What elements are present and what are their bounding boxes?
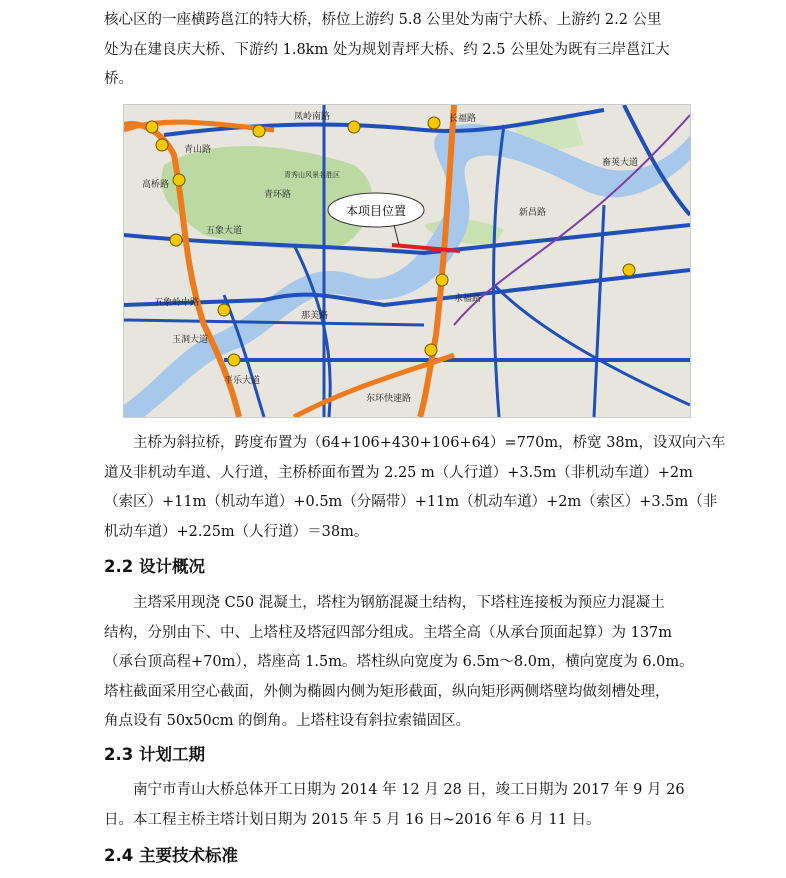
map-label: 玉洞大道 <box>172 335 209 345</box>
map-label: 凤岭南路 <box>294 112 331 122</box>
text-line: （索区）+11m（机动车道）+0.5m（分隔带）+11m（机动车道）+2m（索区）+3.5m（非 <box>104 494 718 510</box>
map-label: 五象大道 <box>206 226 243 236</box>
text-line: 南宁市青山大桥总体开工日期为 2014 年 12 月 28 日，竣工日期为 2017 年 9 月 26 <box>133 782 685 798</box>
map-label: 永福路 <box>454 294 482 304</box>
section-heading: 2.3 计划工期 <box>104 745 205 764</box>
text-line: 日。本工程主桥主塔计划日期为 2015 年 5 月 16 日~2016 年 6 月 11 日。 <box>104 811 601 828</box>
intro-paragraph <box>104 6 716 95</box>
text-line: 桥。 <box>104 71 133 87</box>
map-label: 畜荚大道 <box>602 158 639 168</box>
map-label: 东环快速路 <box>366 394 412 404</box>
map-label: 那美路 <box>301 311 329 321</box>
text-line: 角点设有 50x50cm 的倒角。上塔柱设有斜拉索锚固区。 <box>104 713 471 729</box>
map-graphic <box>124 105 690 417</box>
bridge-paragraph <box>104 429 726 547</box>
schedule-paragraph <box>104 776 716 835</box>
text-line: 主桥为斜拉桥，跨度布置为（64+106+430+106+64）=770m，桥宽 38m，设双向六车 <box>133 435 726 451</box>
text-line: 塔柱截面采用空心截面，外侧为椭圆内侧为矩形截面，纵向矩形两侧塔壁均做刻槽处理， <box>104 683 670 700</box>
map-label: 长福路 <box>449 114 477 124</box>
callout-label: 本项目位置 <box>345 204 407 218</box>
map-label: 青环路 <box>264 190 292 200</box>
location-map <box>123 104 691 418</box>
text-line: 处为在建良庆大桥、下游约 1.8km 处为规划青坪大桥、约 2.5 公里处为既有三岸邕江大 <box>104 41 670 58</box>
section-heading: 2.2 设计概况 <box>104 557 205 576</box>
map-label: 高桥路 <box>142 180 170 190</box>
text-line: 核心区的一座横跨邕江的特大桥，桥位上游约 5.8 公里处为南宁大桥、上游约 2.2 公里 <box>104 12 662 28</box>
text-line: （承台顶高程+70m），塔座高 1.5m。塔柱纵向宽度为 6.5m～8.0m，横向宽度为 6.0m。 <box>104 654 694 670</box>
map-label: 青秀山风景名胜区 <box>284 171 340 179</box>
map-label: 五象岭中路 <box>154 298 200 308</box>
map-label: 平乐大道 <box>224 376 261 386</box>
text-line: 结构，分别由下、中、上塔柱及塔冠四部分组成。主塔全高（从承台顶面起算）为 137m <box>104 624 673 641</box>
design-paragraph <box>104 589 716 737</box>
map-label: 青山路 <box>184 145 212 155</box>
text-line: 主塔采用现浇 C50 混凝土，塔柱为钢筋混凝土结构，下塔柱连接板为预应力混凝土 <box>133 595 665 611</box>
section-heading: 2.4 主要技术标准 <box>104 846 238 865</box>
map-label: 新昌路 <box>519 208 547 218</box>
text-line: 道及非机动车道、人行道，主桥桥面布置为 2.25 m（人行道）+3.5m（非机动车道）+2m <box>104 464 693 481</box>
text-line: 机动车道）+2.25m（人行道）＝38m。 <box>104 523 369 540</box>
